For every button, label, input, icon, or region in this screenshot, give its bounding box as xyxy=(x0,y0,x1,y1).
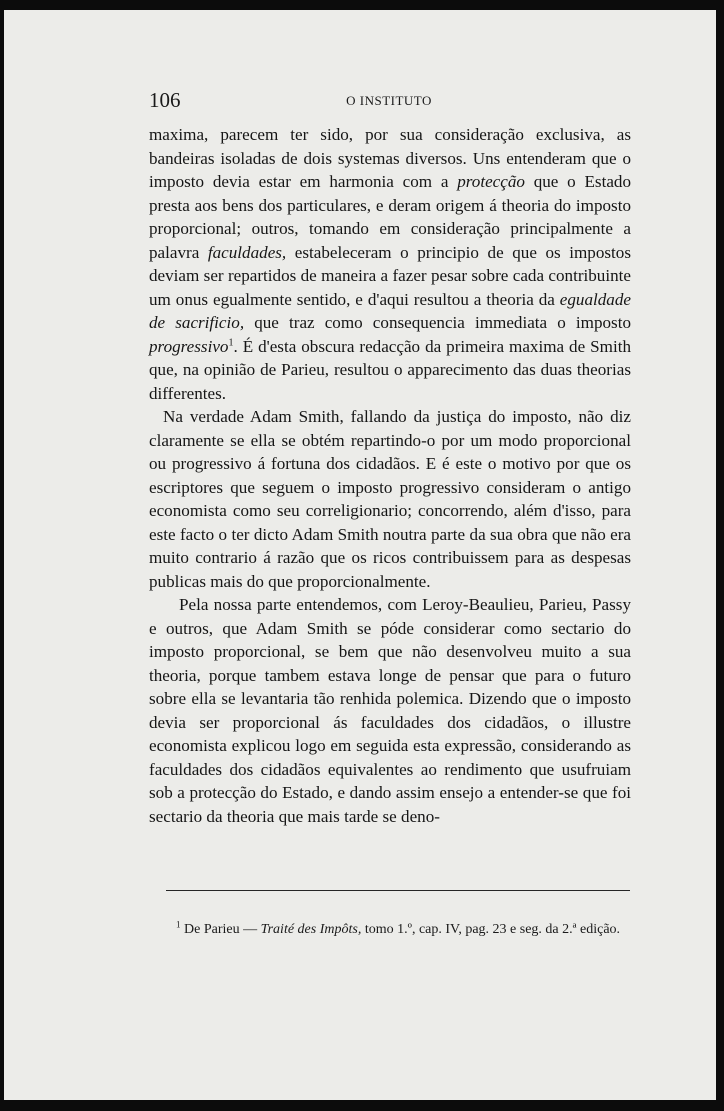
italic-term: protecção xyxy=(457,172,525,191)
body-text xyxy=(149,123,631,828)
footnote-marker: 1 xyxy=(228,336,234,348)
text-run: maxima, parecem ter sido, por sua consideração exclusiva, as bandeiras isoladas de dois systemas diversos. Uns entenderam que o imposto devia estar em harmonia com a xyxy=(149,125,631,191)
text-run: que o Estado presta aos bens dos particulares, e deram origem á theoria do imposto proporcional; outros, tomando em consideração principalmente a palavra xyxy=(149,172,631,262)
paragraph xyxy=(149,593,631,828)
text-run: . É d'esta obscura redacção da primeira maxima de Smith que, na opinião de Parieu, resultou o apparecimento das duas theorias differentes. xyxy=(149,336,631,403)
footnote xyxy=(156,919,630,940)
footnote-marker: 1 xyxy=(176,919,181,930)
text-run: que traz como consequencia immediata o imposto xyxy=(244,313,631,332)
italic-term: progressivo xyxy=(149,336,229,356)
text-run: Na verdade Adam Smith, fallando da justiça do imposto, não diz claramente se ella se obtém repartindo-o por um modo proporcional ou progressivo á fortuna dos cidadãos. E é este o motivo por que os escriptores que seguem o imposto progressivo consideram o antigo economista como seu correligionario; concorrendo, além d'isso, para este facto o ter dicto Adam Smith noutra parte da sua obra que não era muito contrario á razão que os ricos contribuissem para as despesas publicas mais do que proporcionalmente. xyxy=(149,407,631,591)
paragraph xyxy=(149,123,631,405)
page-header xyxy=(149,88,629,118)
text-run: estabeleceram o principio de que os impostos deviam ser repartidos de maneira a fazer pesar sobre cada contribuinte um onus egualmente sentido, e d'aqui resultou a theoria da xyxy=(149,242,631,309)
page-number: 106 xyxy=(149,88,181,112)
footnote-divider xyxy=(166,890,630,891)
book-page xyxy=(4,10,716,1100)
italic-term: egualdade de sacrificio, xyxy=(149,289,631,332)
text-run: De Parieu — xyxy=(180,922,261,937)
text-run: Pela nossa parte entendemos, com Leroy-Beaulieu, Parieu, Passy e outros, que Adam Smith se póde considerar como sectario do imposto proporcional, se bem que não desenvolveu muito a sua theoria, porque tambem estava longe de pensar que para o futuro sobre ella se levantaria tão renhida polemica. Dizendo que o imposto devia ser proporcional ás faculdades dos cidadãos, o illustre economista explicou logo em seguida esta expressão, considerando as faculdades dos cidadãos equivalentes ao rendimento que usufruiam sob a protecção do Estado, e dando assim ensejo a entender-se que foi sectario da theoria que mais tarde se deno- xyxy=(149,595,631,826)
text-run: tomo 1.º, cap. IV, pag. 23 e seg. da 2.ª edição. xyxy=(361,922,621,937)
running-title: O INSTITUTO xyxy=(346,93,432,108)
paragraph xyxy=(149,405,631,593)
italic-term: Traité des Impôts, xyxy=(260,922,362,937)
italic-term: faculdades, xyxy=(207,242,287,262)
